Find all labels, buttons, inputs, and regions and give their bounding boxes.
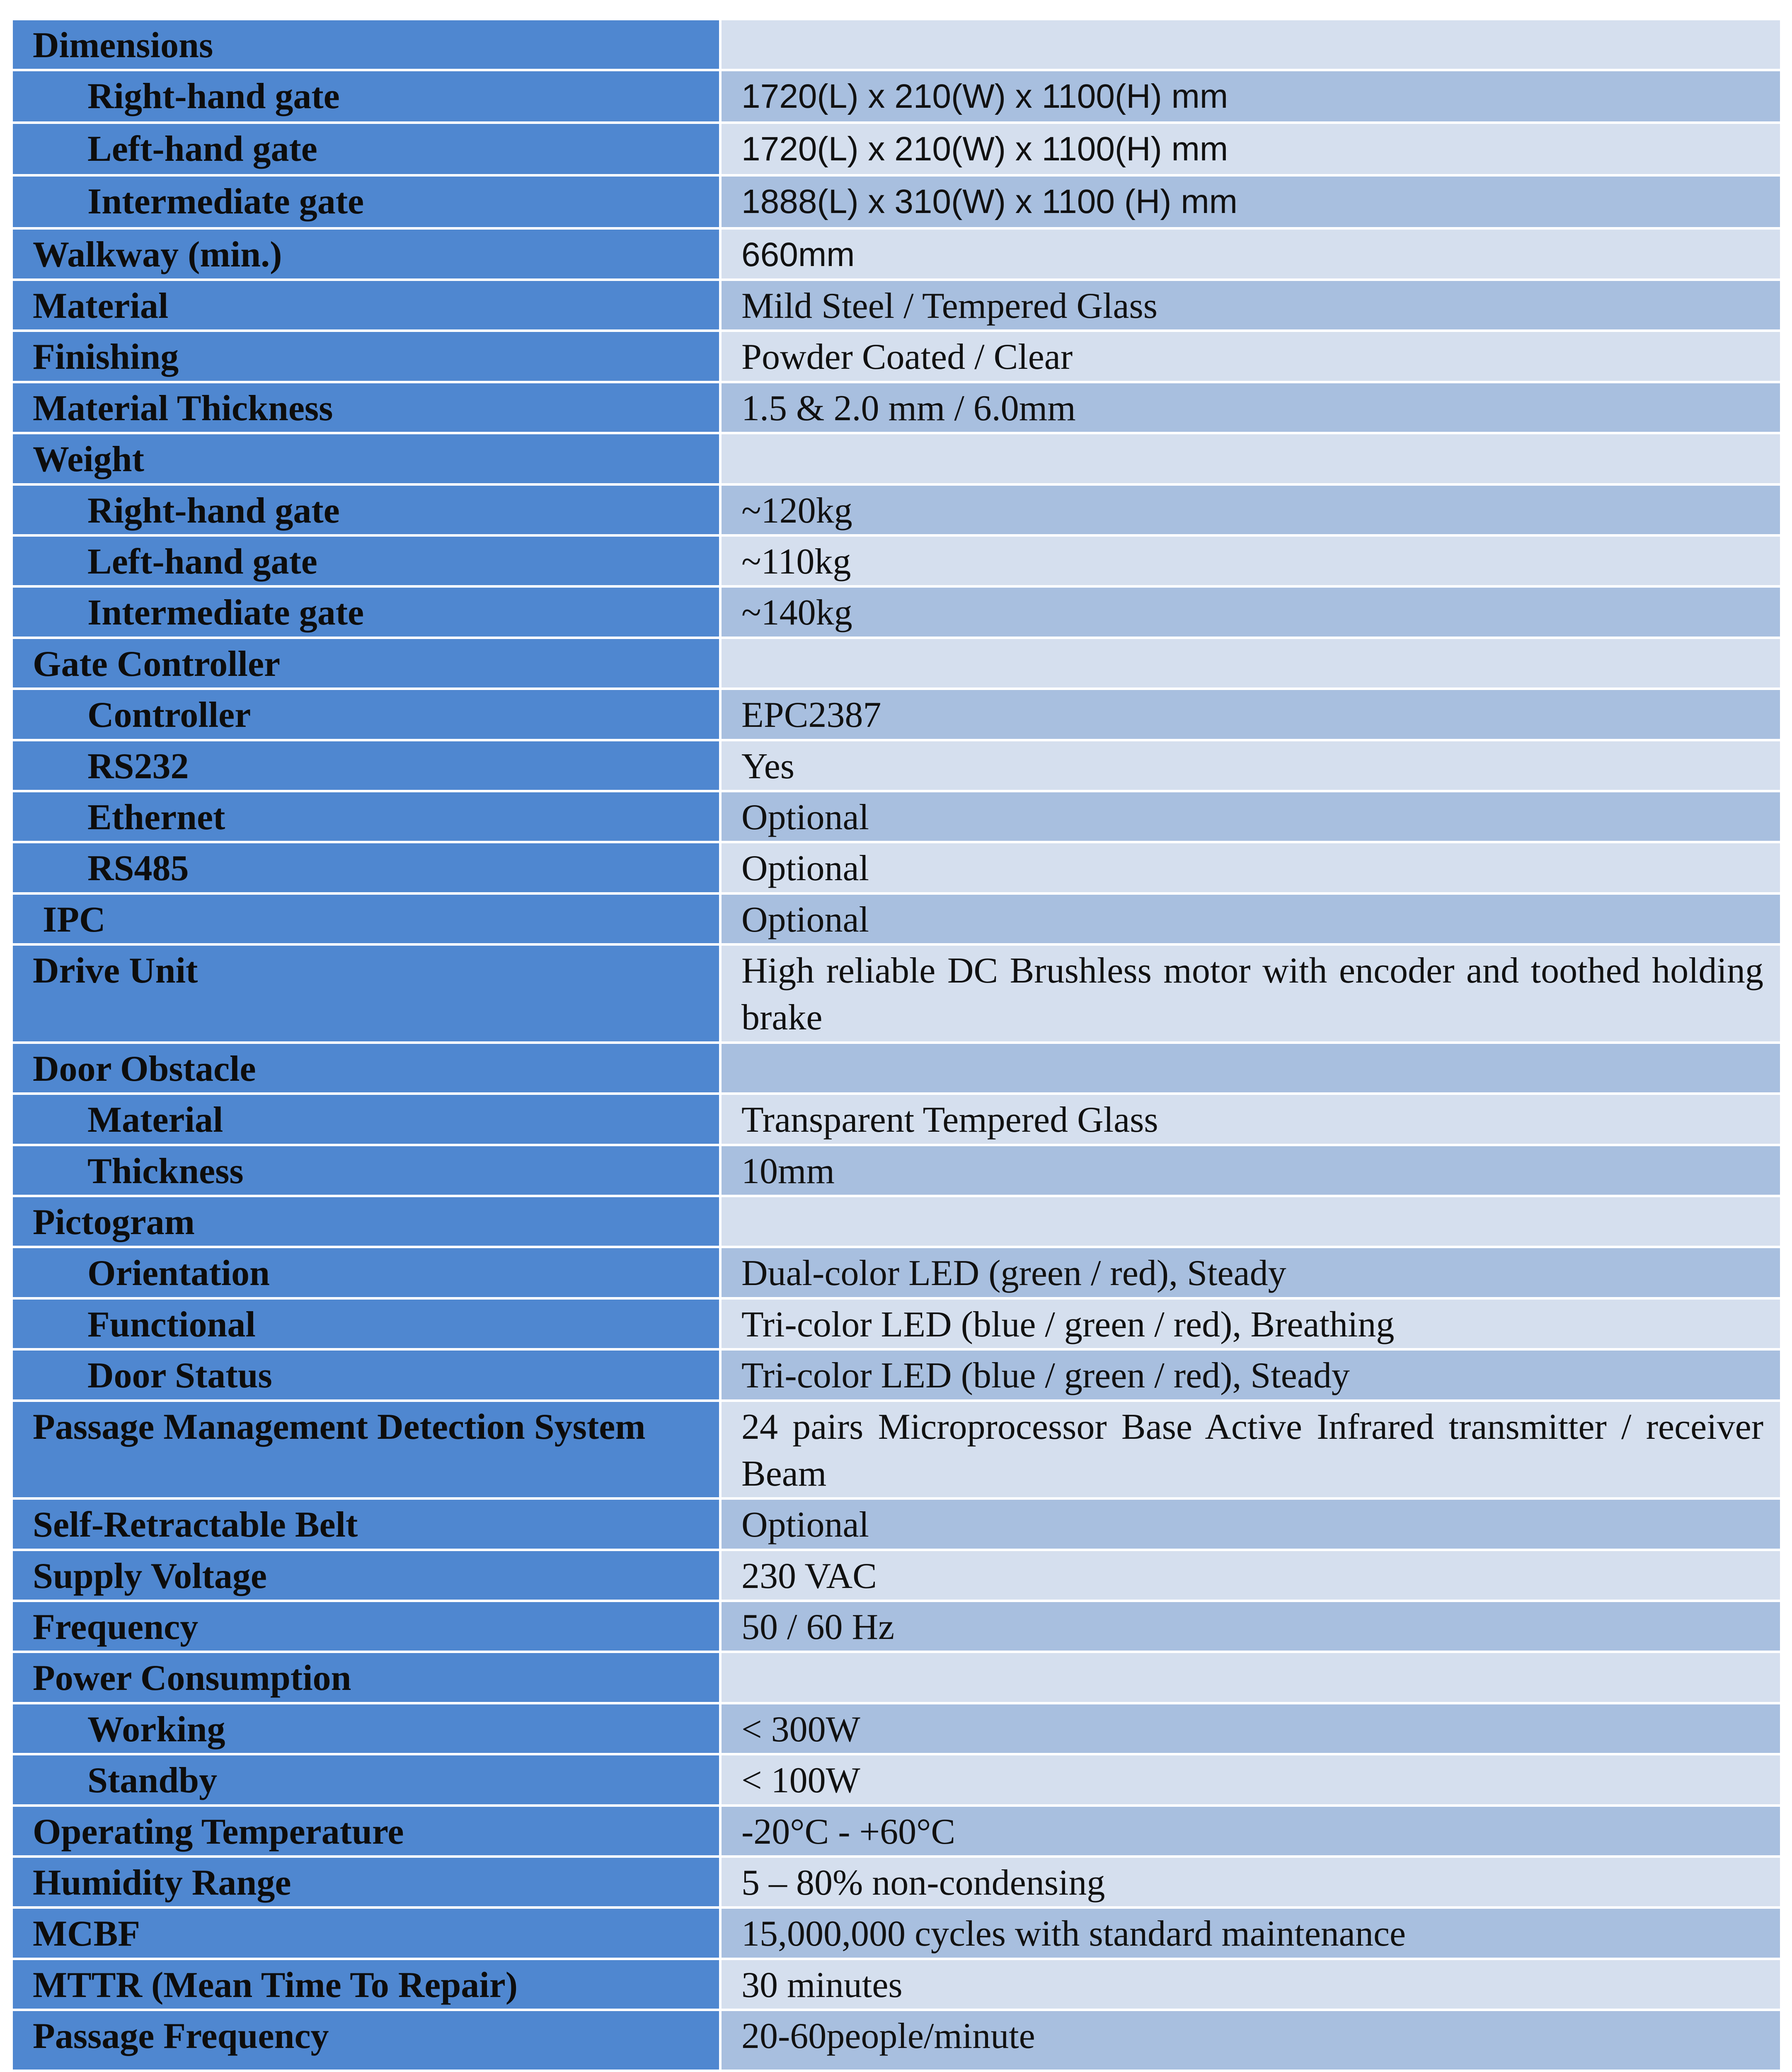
spec-value: ~120kg xyxy=(720,484,1781,535)
spec-value xyxy=(720,1043,1781,1094)
specifications-table xyxy=(10,18,1782,2072)
spec-label: Passage Frequency xyxy=(12,2010,720,2071)
spec-label: Door Status xyxy=(12,1349,720,1400)
spec-value xyxy=(720,19,1781,70)
spec-value: Optional xyxy=(720,791,1781,842)
spec-label: Self-Retractable Belt xyxy=(12,1498,720,1549)
spec-label: Material xyxy=(12,280,720,331)
table-row xyxy=(12,484,1781,535)
spec-value: 1720(L) x 210(W) x 1100(H) mm xyxy=(720,123,1781,175)
spec-value: < 100W xyxy=(720,1754,1781,1805)
spec-value: 20-60people/minute xyxy=(720,2010,1781,2071)
table-row xyxy=(12,1401,1781,1499)
spec-value: Dual-color LED (green / red), Steady xyxy=(720,1247,1781,1298)
spec-label: MCBF xyxy=(12,1907,720,1958)
table-row xyxy=(12,123,1781,175)
table-row xyxy=(12,433,1781,484)
spec-label: Door Obstacle xyxy=(12,1043,720,1094)
spec-label: Finishing xyxy=(12,331,720,382)
table-row xyxy=(12,382,1781,433)
table-row xyxy=(12,2010,1781,2071)
spec-value: EPC2387 xyxy=(720,689,1781,740)
table-row xyxy=(12,1806,1781,1857)
spec-value: ~110kg xyxy=(720,535,1781,586)
table-row xyxy=(12,175,1781,228)
spec-label: RS485 xyxy=(12,842,720,893)
spec-label: Right-hand gate xyxy=(12,70,720,122)
spec-label: Operating Temperature xyxy=(12,1806,720,1857)
spec-label: Frequency xyxy=(12,1601,720,1652)
spec-label: RS232 xyxy=(12,740,720,791)
spec-label: Supply Voltage xyxy=(12,1550,720,1601)
spec-value: Optional xyxy=(720,842,1781,893)
table-row xyxy=(12,740,1781,791)
table-row xyxy=(12,944,1781,1043)
table-row xyxy=(12,586,1781,637)
table-row xyxy=(12,1652,1781,1703)
table-row xyxy=(12,535,1781,586)
spec-value: 15,000,000 cycles with standard maintenance xyxy=(720,1907,1781,1958)
spec-value: 50 / 60 Hz xyxy=(720,1601,1781,1652)
spec-value: < 300W xyxy=(720,1703,1781,1754)
spec-value: Transparent Tempered Glass xyxy=(720,1094,1781,1145)
spec-label: Standby xyxy=(12,1754,720,1805)
spec-label: IPC xyxy=(12,893,720,944)
spec-label: Material Thickness xyxy=(12,382,720,433)
table-row xyxy=(12,1907,1781,1958)
spec-value: 230 VAC xyxy=(720,1550,1781,1601)
spec-label: Thickness xyxy=(12,1145,720,1196)
spec-value: Yes xyxy=(720,740,1781,791)
table-row xyxy=(12,1043,1781,1094)
spec-value: Optional xyxy=(720,1498,1781,1549)
spec-label: Dimensions xyxy=(12,19,720,70)
spec-label: Weight xyxy=(12,433,720,484)
table-row xyxy=(12,1857,1781,1907)
spec-label: Intermediate gate xyxy=(12,586,720,637)
table-row xyxy=(12,893,1781,944)
table-row xyxy=(12,1959,1781,2010)
spec-value: Powder Coated / Clear xyxy=(720,331,1781,382)
spec-value xyxy=(720,1196,1781,1247)
spec-value: 1720(L) x 210(W) x 1100(H) mm xyxy=(720,70,1781,122)
spec-value: 30 minutes xyxy=(720,1959,1781,2010)
spec-value xyxy=(720,433,1781,484)
table-row xyxy=(12,19,1781,70)
spec-label: Functional xyxy=(12,1298,720,1349)
table-row xyxy=(12,1498,1781,1549)
spec-label: Material xyxy=(12,1094,720,1145)
table-row xyxy=(12,1349,1781,1400)
spec-label: Intermediate gate xyxy=(12,175,720,228)
spec-label: Ethernet xyxy=(12,791,720,842)
table-row xyxy=(12,228,1781,280)
spec-value xyxy=(720,1652,1781,1703)
spec-value: Optional xyxy=(720,893,1781,944)
spec-value: 1.5 & 2.0 mm / 6.0mm xyxy=(720,382,1781,433)
table-row xyxy=(12,1550,1781,1601)
spec-value: 660mm xyxy=(720,228,1781,280)
spec-label: Passage Management Detection System xyxy=(12,1401,720,1499)
table-row xyxy=(12,1754,1781,1805)
spec-label: Right-hand gate xyxy=(12,484,720,535)
spec-label: Power Consumption xyxy=(12,1652,720,1703)
spec-value: -20°C - +60°C xyxy=(720,1806,1781,1857)
spec-label: Drive Unit xyxy=(12,944,720,1043)
spec-label: Working xyxy=(12,1703,720,1754)
table-row xyxy=(12,791,1781,842)
spec-label: Orientation xyxy=(12,1247,720,1298)
spec-value: 24 pairs Microprocessor Base Active Infrared transmitter / receiver Beam xyxy=(720,1401,1781,1499)
specifications-table-body xyxy=(12,19,1781,2071)
spec-value xyxy=(720,638,1781,689)
table-row xyxy=(12,331,1781,382)
spec-value: Tri-color LED (blue / green / red), Breathing xyxy=(720,1298,1781,1349)
table-row xyxy=(12,842,1781,893)
spec-value: Tri-color LED (blue / green / red), Steady xyxy=(720,1349,1781,1400)
spec-value: ~140kg xyxy=(720,586,1781,637)
spec-value: 1888(L) x 310(W) x 1100 (H) mm xyxy=(720,175,1781,228)
spec-label: Left-hand gate xyxy=(12,123,720,175)
spec-value: 5 – 80% non-condensing xyxy=(720,1857,1781,1907)
table-row xyxy=(12,1145,1781,1196)
table-row xyxy=(12,1298,1781,1349)
table-row xyxy=(12,280,1781,331)
spec-label: Gate Controller xyxy=(12,638,720,689)
table-row xyxy=(12,638,1781,689)
table-row xyxy=(12,689,1781,740)
table-row xyxy=(12,1703,1781,1754)
spec-label: Walkway (min.) xyxy=(12,228,720,280)
spec-label: Humidity Range xyxy=(12,1857,720,1907)
spec-label: Pictogram xyxy=(12,1196,720,1247)
table-row xyxy=(12,1196,1781,1247)
spec-label: Left-hand gate xyxy=(12,535,720,586)
spec-label: MTTR (Mean Time To Repair) xyxy=(12,1959,720,2010)
spec-label: Controller xyxy=(12,689,720,740)
table-row xyxy=(12,70,1781,122)
table-row xyxy=(12,1247,1781,1298)
spec-value: 10mm xyxy=(720,1145,1781,1196)
table-row xyxy=(12,1094,1781,1145)
table-row xyxy=(12,1601,1781,1652)
spec-value: High reliable DC Brushless motor with encoder and toothed holding brake xyxy=(720,944,1781,1043)
spec-value: Mild Steel / Tempered Glass xyxy=(720,280,1781,331)
